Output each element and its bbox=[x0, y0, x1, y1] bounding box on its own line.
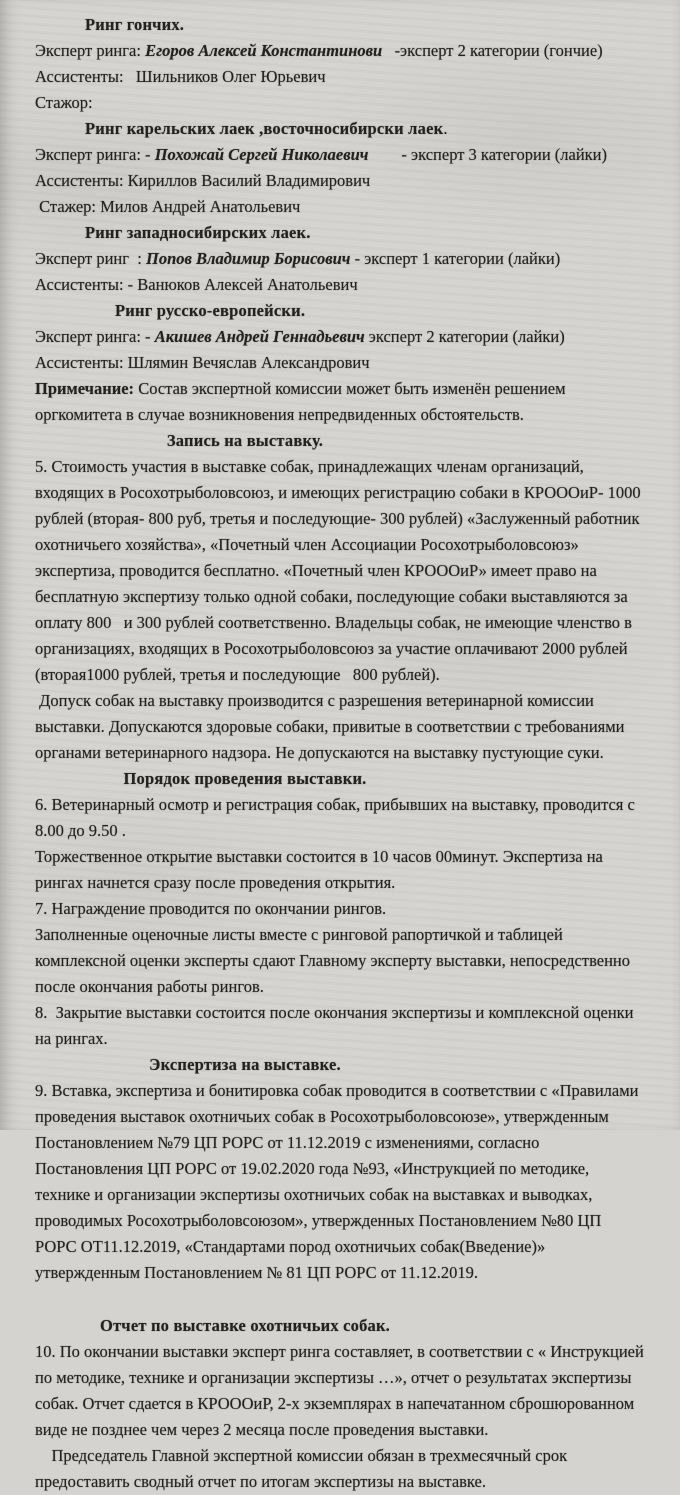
paragraph bbox=[35, 792, 646, 844]
paragraph bbox=[35, 896, 646, 922]
text-line bbox=[35, 272, 646, 298]
text-span: Ринг гончих. bbox=[85, 15, 185, 34]
text-span: 6. Ветеринарный осмотр и регистрация собак, прибывших на выставку, проводится с 8.00 до 9.50 . bbox=[35, 795, 639, 840]
text-span: Похожай Сергей Николаевич bbox=[154, 145, 369, 164]
text-span: Егоров Алексей Константинови bbox=[145, 41, 383, 60]
text-span: Допуск собак на выставку производится с разрешения ветеринарной комиссии выставки. Допускаются здоровые собаки, привитые в соответствии с требованиями органами ветеринарного надзора. Не допускаются на выставку пустующие суки. bbox=[35, 691, 629, 762]
text-line bbox=[35, 142, 646, 168]
text-span: Эксперт ринг : bbox=[35, 249, 146, 268]
text-span: Ринг западносибирских лаек. bbox=[85, 223, 311, 242]
text-span: -эксперт 2 категории (гончие) bbox=[382, 41, 603, 60]
section-heading bbox=[35, 1052, 455, 1078]
paragraph bbox=[35, 922, 646, 1000]
section-heading bbox=[35, 1313, 455, 1339]
text-line bbox=[35, 38, 646, 64]
text-span: Ассистенты: - Ванюков Алексей Анатольевич bbox=[35, 275, 358, 294]
text-span: 8. Закрытие выставки состоится после окончания экспертизы и комплексной оценки на рингах. bbox=[35, 1003, 638, 1048]
text-span: Попов Владимир Борисович bbox=[145, 249, 351, 268]
text-span: Председатель Главной экспертной комиссии обязан в трехмесячный срок предоставить сводный отчет по итогам экспертизы на выставке. bbox=[35, 1446, 572, 1491]
text-span: Эксперт ринга: - bbox=[35, 145, 155, 164]
paragraph bbox=[35, 1078, 646, 1286]
text-line bbox=[35, 168, 646, 194]
paragraph bbox=[35, 376, 646, 428]
text-span: Ринг карельских лаек ,восточносибирски лаек bbox=[85, 119, 444, 138]
text-span: Состав экспертной комиссии может быть изменён решением оргкомитета в случае возникновения непредвиденных обстоятельств. bbox=[35, 379, 570, 424]
section-heading bbox=[85, 116, 646, 142]
text-span: эксперт 2 категории (лайки) bbox=[364, 327, 565, 346]
text-span: Акишев Андрей Геннадьевич bbox=[154, 327, 365, 346]
text-span: Экспертиза на выставке. bbox=[149, 1055, 341, 1074]
text-span: Запись на выставку. bbox=[166, 431, 324, 450]
text-line bbox=[35, 246, 646, 272]
text-span: Ринг русско-европейски. bbox=[115, 301, 306, 320]
text-span: - эксперт 3 категории (лайки) bbox=[368, 145, 607, 164]
text-span: Стажор: bbox=[35, 93, 93, 112]
text-span: 10. По окончании выставки эксперт ринга составляет, в соответствии с « Инструкцией по методике, технике и организации экспертизы …», отчет о результатах экспертизы собак. Отчет сдается в КРОООиР, 2-х экземплярах в напечатанном сброшюрованном виде не позднее чем через 2 месяца после проведения выставки. bbox=[35, 1342, 648, 1439]
text-span: 5. Стоимость участия в выставке собак, принадлежащих членам организаций, входящих в Росохотрыболовсоюз, и имеющих регистрацию собаки в КРОООиР- 1000 рублей (вторая- 800 руб, третья и последующие- 300 рублей) «Заслуженный работник охотничьего хозяйства», «Почетный член Ассоциации Росохотрыболовсоюз» экспертиза, проводится бесплатно. «Почетный член КРОООиР» имеет право на бесплатную экспертизу только одной собаки, последующие собаки выставляются за оплату 800 и 300 рублей соответственно. Владельцы собак, не имеющие членство в организациях, входящих в Росохотрыболовсоюз за участие оплачивают 2000 рублей (вторая1000 рублей, третья и последующие 800 рублей). bbox=[35, 457, 653, 684]
text-span: Эксперт ринга: - bbox=[35, 327, 155, 346]
paragraph bbox=[35, 454, 653, 688]
text-span: Стажер: Милов Андрей Анатольевич bbox=[35, 197, 301, 216]
paragraph bbox=[35, 1339, 646, 1443]
text-span: Ассистенты: Шлямин Вечяслав Александрович bbox=[35, 353, 370, 372]
text-line bbox=[35, 64, 646, 90]
text-span: - эксперт 1 категории (лайки) bbox=[350, 249, 561, 268]
text-line bbox=[35, 324, 646, 350]
paragraph bbox=[35, 688, 646, 766]
text-line bbox=[35, 90, 646, 116]
text-span: Заполненные оценочные листы вместе с ринговой рапортичкой и таблицей комплексной оценки эксперты сдают Главному эксперту выставки, непосредственно после окончания работы рингов. bbox=[35, 925, 635, 996]
text-span: Порядок проведения выставки. bbox=[123, 769, 367, 788]
section-heading bbox=[115, 298, 646, 324]
text-span: Торжественное открытие выставки состоится в 10 часов 00минут. Экспертиза на рингах начнется сразу после проведения открытия. bbox=[35, 847, 607, 892]
section-heading bbox=[35, 766, 455, 792]
text-span: Ассистенты: Кириллов Василий Владимирович bbox=[35, 171, 371, 190]
text-line bbox=[35, 194, 646, 220]
section-heading bbox=[35, 428, 455, 454]
text-span: 7. Награждение проводится по окончании рингов. bbox=[35, 899, 387, 918]
text-span: 9. Вставка, экспертиза и бонитировка собак проводится в соответствии с «Правилами проведения выставок охотничьих собак в Росохотрыболовсоюзе», утвержденным Постановлением №79 ЦП РОРС от 11.12.2019 с изменениями, согласно Постановления ЦП РОРС от 19.02.2020 года №93, «Инструкцией по методике, технике и организации экспертизы охотничьих собак на выставках и выводках, проводимых Росохотрыболовсоюзом», утвержденных Постановлением №80 ЦП РОРС ОТ11.12.2019, «Стандартами пород охотничьих собак(Введение)» утвержденным Постановлением № 81 ЦП РОРС от 11.12.2019. bbox=[35, 1081, 643, 1282]
text-span: Эксперт ринга: bbox=[35, 41, 146, 60]
paragraph bbox=[35, 844, 646, 896]
text-span: Отчет по выставке охотничьих собак. bbox=[99, 1316, 391, 1335]
document-body bbox=[35, 12, 653, 1495]
section-heading bbox=[85, 220, 646, 246]
text-line bbox=[35, 350, 646, 376]
text-span: . bbox=[443, 119, 448, 138]
paragraph bbox=[35, 1000, 646, 1052]
text-span: Ассистенты: Шильников Олег Юрьевич bbox=[35, 67, 326, 86]
section-heading bbox=[85, 12, 646, 38]
paragraph bbox=[35, 1443, 646, 1495]
text-span: Примечание: bbox=[35, 379, 135, 398]
